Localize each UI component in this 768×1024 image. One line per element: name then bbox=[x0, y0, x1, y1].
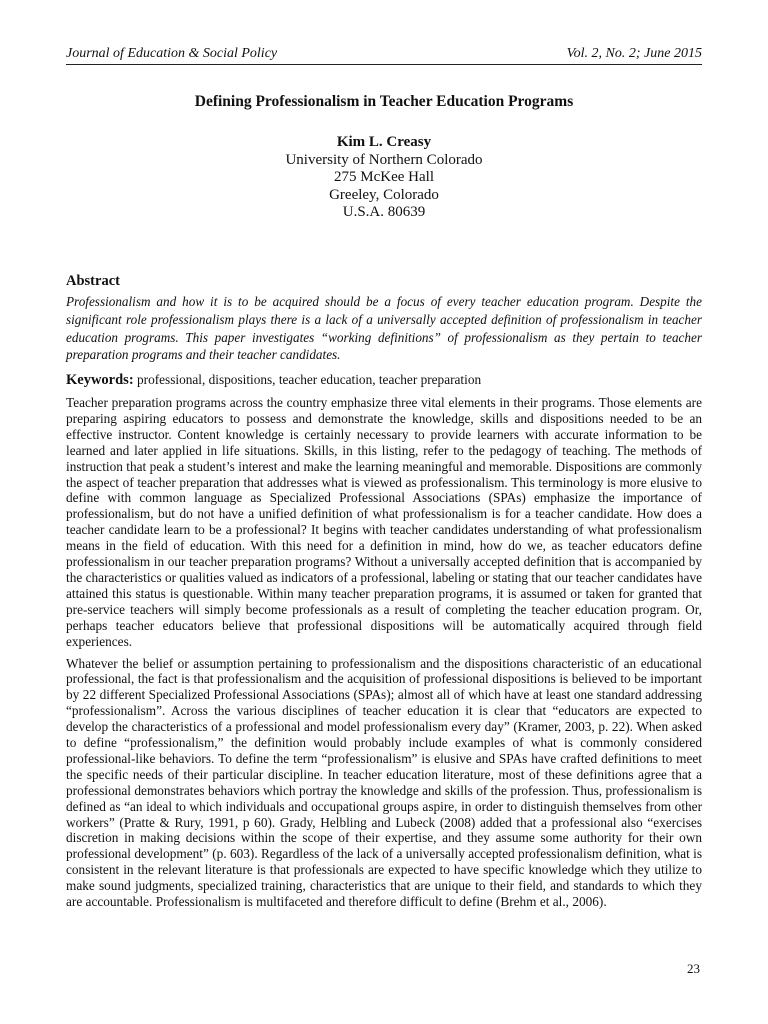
volume-issue: Vol. 2, No. 2; June 2015 bbox=[566, 46, 702, 61]
author-block bbox=[66, 134, 702, 222]
abstract-text: Professionalism and how it is to be acquired should be a focus of every teacher education program. Despite the significant role professionalism plays there is a lack of a universally accepted definition of professionalism in teacher education programs. This paper investigates “working definitions” of professionalism as they pertain to teacher preparation programs and their teacher candidates. bbox=[66, 294, 702, 363]
body-paragraph: Teacher preparation programs across the country emphasize three vital elements in their programs. Those elements are preparing aspiring educators to possess and demonstrate the knowledge, skills and dispositions needed to be an effective instructor. Content knowledge is certainly necessary to provide learners with accurate information to be learned and later applied in life situations. Skills, in this listing, refer to the pedagogy of teaching. The methods of instruction that peak a student’s interest and make the learning meaningful and memorable. Dispositions are commonly the aspect of teacher preparation that addresses what is viewed as professionalism. This terminology is more elusive to define with common language as Specialized Professional Associations (SPAs) emphasize the importance of professionalism, but do not have a unified definition of what professionalism is for a teacher candidate. How does a teacher candidate learn to be a professional? It begins with teacher candidates understanding of what professionalism means in the field of education. With this need for a definition in mind, how do we, as teacher educators define professionalism in our teacher preparation programs? Without a universally accepted definition that is accompanied by the characteristics or qualities valued as indicators of a professional, labeling or stating that our teacher candidates have attained this status is questionable. Within many teacher preparation programs, it is assumed or taken for granted that pre-service teachers will simply become professionals as a result of completing the teacher education program. Or, perhaps teacher educators believe that professional dispositions will be automatically acquired through field experiences. bbox=[66, 395, 702, 649]
keywords bbox=[66, 371, 702, 389]
journal-name: Journal of Education & Social Policy bbox=[66, 46, 278, 61]
author-address-line1: 275 McKee Hall bbox=[334, 169, 434, 185]
keywords-text: professional, dispositions, teacher education, teacher preparation bbox=[133, 372, 482, 387]
running-header bbox=[66, 46, 702, 65]
author-address-line3: U.S.A. 80639 bbox=[342, 204, 426, 220]
page-number: 23 bbox=[687, 961, 700, 976]
body-paragraph: Whatever the belief or assumption pertaining to professionalism and the dispositions characteristic of an educational professional, the fact is that professionalism and the acquisition of professional dispositions is believed to be important by 22 different Specialized Professional Associations (SPAs); almost all of which have at least one standard addressing “professionalism”. Across the various disciplines of teacher education it is clear that “educators are expected to develop the characteristics of a professional and model professionalism every day” (Kramer, 2003, p. 22). When asked to define “professionalism,” the definition would probably include examples of what is commonly considered professional-like behaviors. To define the term “professionalism” is elusive and SPAs have crafted definitions to meet the specific needs of their particular discipline. In teacher education literature, most of these definitions agree that a professional demonstrates behaviors which portray the knowledge and skills of the profession. Thus, professionalism is defined as “an ideal to which individuals and occupational groups aspire, in order to distinguish themselves from other workers” (Pratte & Rury, 1991, p 60). Grady, Helbling and Lubeck (2008) added that a professional also “exercises discretion in making decisions within the scope of their expertise, and they assume some authority for their own professional development” (p. 603). Regardless of the lack of a universally accepted professionalism definition, what is consistent in the relevant literature is that professionals are expected to have specific knowledge which they utilize to make sound judgments, specialized training, characteristics that are unique to their field, and standards to which they are accountable. Professionalism is multifaceted and therefore difficult to define (Brehm et al., 2006). bbox=[66, 655, 702, 910]
author-address-line2: Greeley, Colorado bbox=[329, 186, 439, 203]
keywords-label: Keywords: bbox=[66, 372, 134, 388]
abstract-heading: Abstract bbox=[66, 273, 120, 289]
author-name: Kim L. Creasy bbox=[336, 134, 432, 150]
author-affiliation: University of Northern Colorado bbox=[285, 151, 483, 168]
paper-title: Defining Professionalism in Teacher Education Programs bbox=[194, 93, 574, 110]
body-text bbox=[66, 395, 702, 916]
